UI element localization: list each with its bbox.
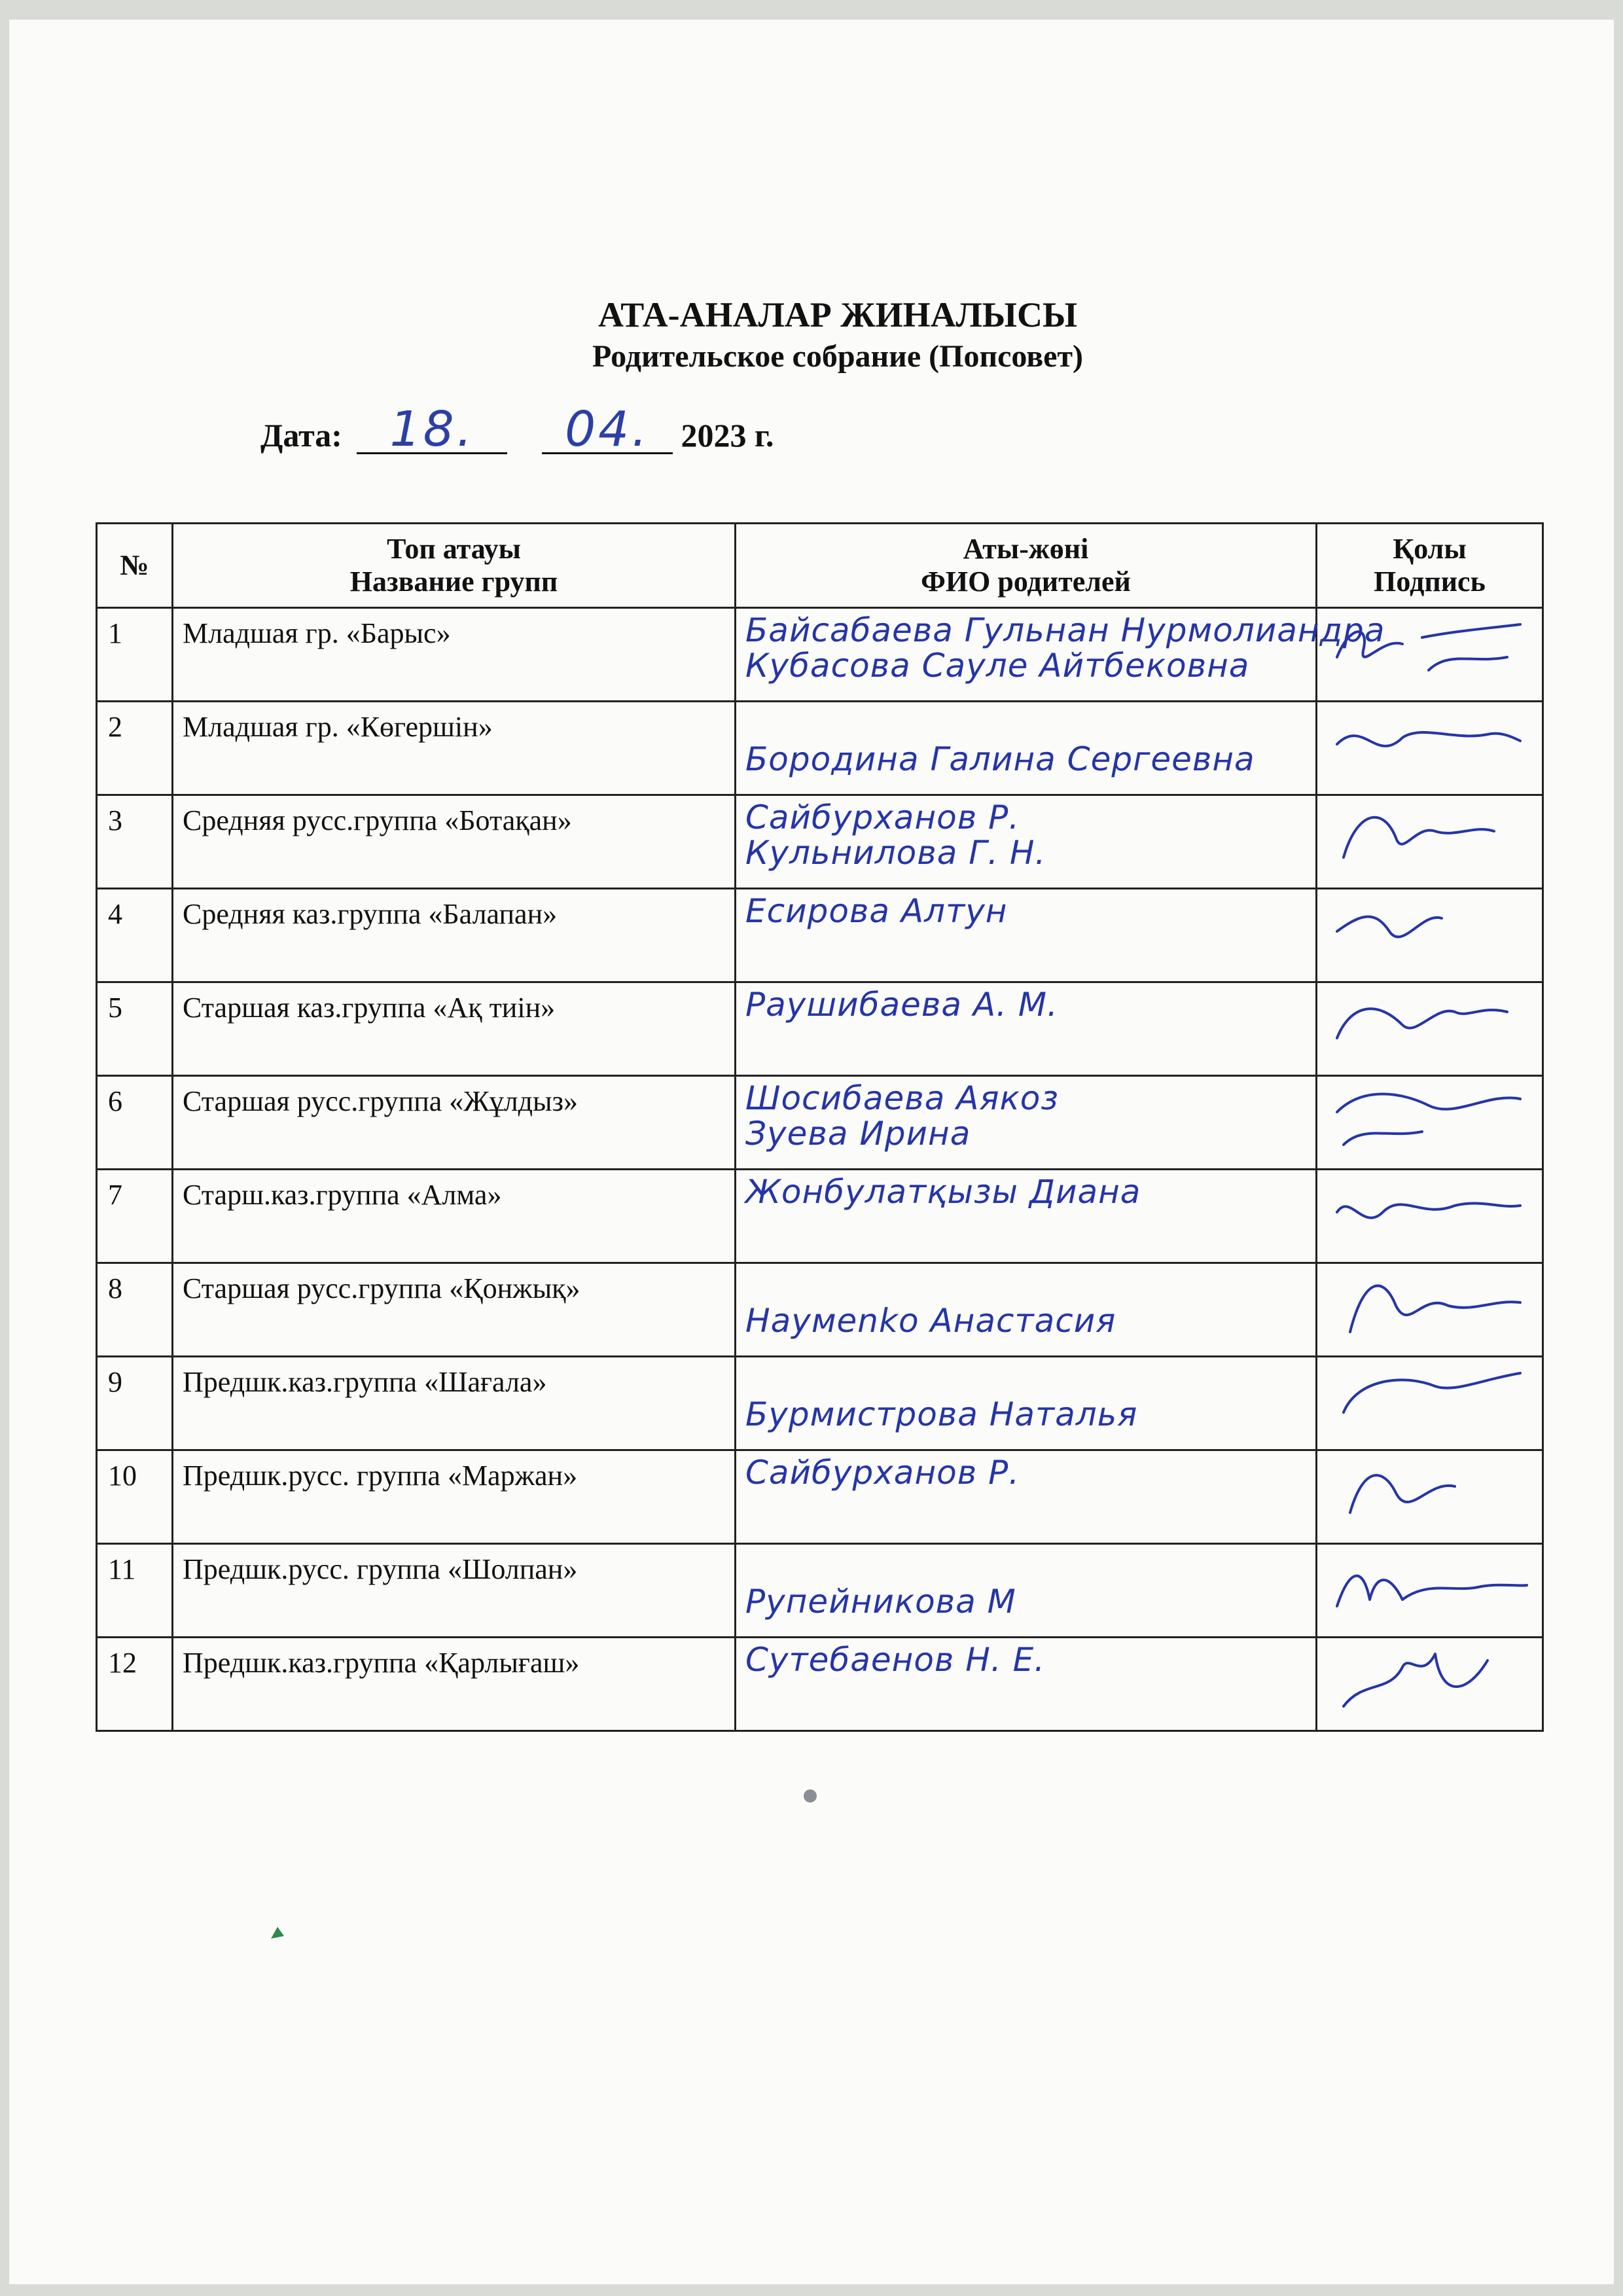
parent-name-cell [736, 702, 1317, 795]
parent-name-line2: Наумenko Анастасия [745, 1302, 1116, 1340]
table-row [97, 1450, 1543, 1544]
date-day-field [357, 401, 507, 457]
header-group [173, 524, 736, 608]
signature-cell [1317, 702, 1543, 795]
date-year: 2023 г. [681, 417, 774, 454]
handwritten-signature [1324, 611, 1533, 690]
parent-name-line2: Кубасова Сауле Айтбековна [745, 647, 1250, 685]
date-day-handwritten: 18. [389, 401, 475, 457]
header-sign-ru: Подпись [1374, 565, 1486, 598]
parent-name-cell [736, 1357, 1317, 1450]
parent-name-line1: Сайбурханов Р. [745, 1454, 1020, 1492]
table-row [97, 889, 1543, 982]
parent-name-line2: Кульнилова Г. Н. [745, 834, 1046, 872]
date-line [260, 401, 774, 457]
signature-cell [1317, 1544, 1543, 1638]
parent-name-line1: Есирова Алтун [745, 892, 1008, 930]
parent-name-line1: Сутебаенов Н. Е. [745, 1641, 1046, 1679]
parent-name-cell [736, 1170, 1317, 1263]
row-number: 7 [97, 1170, 173, 1263]
signature-cell [1317, 889, 1543, 982]
parent-name-line2: Рупейникова М [745, 1583, 1016, 1621]
signature-cell [1317, 608, 1543, 702]
header-sign-kz: Қолы [1393, 533, 1467, 565]
row-number: 6 [97, 1076, 173, 1170]
handwritten-signature [1324, 1173, 1533, 1251]
parent-name-line2: Бурмистрова Наталья [745, 1395, 1138, 1433]
paper-speck [801, 1787, 821, 1806]
group-name: Предшк.каз.группа «Шағала» [173, 1357, 736, 1450]
header-name [736, 524, 1317, 608]
group-name: Средняя каз.группа «Балапан» [173, 889, 736, 982]
table-row [97, 1544, 1543, 1638]
signature-cell [1317, 795, 1543, 889]
parent-name-cell [736, 795, 1317, 889]
row-number: 1 [97, 608, 173, 702]
table-row [97, 795, 1543, 889]
parent-name-line1: Жонбулатқызы Диана [745, 1173, 1141, 1211]
date-month-field [542, 401, 673, 457]
document-titles [9, 293, 1614, 377]
table-row [97, 1076, 1543, 1170]
parent-name-cell [736, 889, 1317, 982]
table-row [97, 982, 1543, 1076]
row-number: 3 [97, 795, 173, 889]
title-kz: АТА-АНАЛАР ЖИНАЛЫСЫ [598, 295, 1077, 334]
handwritten-signature [1324, 798, 1533, 877]
header-group-ru: Название групп [349, 565, 558, 598]
row-number: 4 [97, 889, 173, 982]
group-name: Старшая русс.группа «Жұлдыз» [173, 1076, 736, 1170]
parents-table [96, 522, 1544, 1732]
signature-cell [1317, 1357, 1543, 1450]
handwritten-signature [1324, 986, 1533, 1064]
header-name-ru: ФИО родителей [921, 565, 1131, 598]
parent-name-line1: Раушибаева А. М. [745, 986, 1058, 1024]
row-number: 8 [97, 1263, 173, 1357]
parent-name-line1: Сайбурханов Р. [745, 798, 1020, 836]
group-name: Старш.каз.группа «Алма» [173, 1170, 736, 1263]
parent-name-line2: Зуева Ирина [745, 1115, 971, 1153]
handwritten-signature [1324, 892, 1533, 971]
date-label: Дата: [260, 417, 342, 454]
handwritten-signature [1324, 1547, 1533, 1626]
table-row [97, 1263, 1543, 1357]
group-name: Средняя русс.группа «Ботақан» [173, 795, 736, 889]
parent-name-cell [736, 1263, 1317, 1357]
table-row [97, 1170, 1543, 1263]
handwritten-signature [1324, 1454, 1533, 1532]
parent-name-cell [736, 1450, 1317, 1544]
signature-cell [1317, 1638, 1543, 1731]
parent-name-cell [736, 1638, 1317, 1731]
header-signature [1317, 524, 1543, 608]
signature-cell [1317, 1076, 1543, 1170]
header-group-kz: Топ атауы [387, 533, 521, 565]
parent-name-line1: Шосибаева Аякоз [745, 1079, 1059, 1117]
signature-cell [1317, 1450, 1543, 1544]
handwritten-signature [1324, 1641, 1533, 1719]
group-name: Младшая гр. «Көгершін» [173, 702, 736, 795]
group-name: Младшая гр. «Барыс» [173, 608, 736, 702]
row-number: 5 [97, 982, 173, 1076]
handwritten-signature [1324, 705, 1533, 783]
document-sheet [9, 20, 1614, 2284]
title-ru: Родительское собрание (Попсовет) [592, 339, 1083, 374]
row-number: 9 [97, 1357, 173, 1450]
header-name-kz: Аты-жөні [963, 533, 1089, 565]
table-row [97, 1638, 1543, 1731]
group-name: Предшк.каз.группа «Қарлығаш» [173, 1638, 736, 1731]
row-number: 12 [97, 1638, 173, 1731]
signature-cell [1317, 1263, 1543, 1357]
row-number: 2 [97, 702, 173, 795]
header-number: № [97, 524, 173, 608]
group-name: Предшк.русс. группа «Маржан» [173, 1450, 736, 1544]
row-number: 11 [97, 1544, 173, 1638]
table-header-row [97, 524, 1543, 608]
parent-name-cell [736, 982, 1317, 1076]
table-row [97, 702, 1543, 795]
table-row [97, 1357, 1543, 1450]
row-number: 10 [97, 1450, 173, 1544]
parent-name-line2: Бородина Галина Сергеевна [745, 740, 1255, 778]
parent-name-line1: Байсабаева Гульнан Нурмолиандра [745, 611, 1385, 649]
signature-cell [1317, 1170, 1543, 1263]
handwritten-signature [1324, 1360, 1533, 1439]
date-month-handwritten: 04. [565, 401, 650, 457]
handwritten-signature [1324, 1079, 1533, 1158]
green-mark [270, 1924, 287, 1941]
group-name: Старшая каз.группа «Ақ тиін» [173, 982, 736, 1076]
parent-name-cell [736, 608, 1385, 702]
group-name: Предшк.русс. группа «Шолпан» [173, 1544, 736, 1638]
table-row [97, 608, 1543, 702]
parent-name-cell [736, 1076, 1317, 1170]
group-name: Старшая русс.группа «Қонжық» [173, 1263, 736, 1357]
signature-cell [1317, 982, 1543, 1076]
parent-name-cell [736, 1544, 1317, 1638]
handwritten-signature [1324, 1266, 1533, 1345]
